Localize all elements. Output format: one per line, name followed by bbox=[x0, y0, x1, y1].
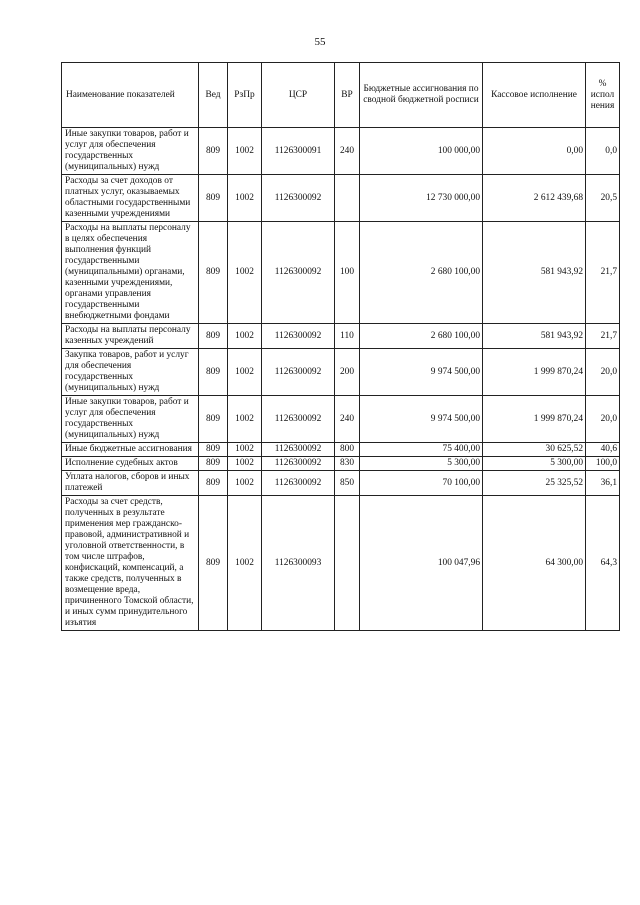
row-budget: 70 100,00 bbox=[360, 471, 483, 496]
row-name: Закупка товаров, работ и услуг для обеспечения государственных (муниципальных) нужд bbox=[62, 349, 199, 396]
row-vr bbox=[335, 175, 360, 222]
header-csr: ЦСР bbox=[262, 63, 335, 128]
header-vr: ВР bbox=[335, 63, 360, 128]
header-rzpr: РзПр bbox=[228, 63, 262, 128]
row-name: Иные закупки товаров, работ и услуг для обеспечения государственных (муниципальных) нужд bbox=[62, 396, 199, 443]
row-name: Расходы на выплаты персоналу казенных учреждений bbox=[62, 324, 199, 349]
page-number: 55 bbox=[314, 36, 326, 48]
row-cash: 1 999 870,24 bbox=[483, 396, 586, 443]
row-name: Уплата налогов, сборов и иных платежей bbox=[62, 471, 199, 496]
row-cash: 0,00 bbox=[483, 128, 586, 175]
table-row bbox=[62, 457, 620, 471]
row-vr bbox=[335, 496, 360, 631]
row-csr: 1126300092 bbox=[262, 324, 335, 349]
row-vr: 830 bbox=[335, 457, 360, 471]
row-vr: 800 bbox=[335, 443, 360, 457]
row-vr: 240 bbox=[335, 128, 360, 175]
row-percent: 20,0 bbox=[586, 396, 620, 443]
row-cash: 5 300,00 bbox=[483, 457, 586, 471]
row-budget: 9 974 500,00 bbox=[360, 396, 483, 443]
row-rzpr: 1002 bbox=[228, 396, 262, 443]
table-header-row bbox=[62, 63, 620, 128]
row-budget: 12 730 000,00 bbox=[360, 175, 483, 222]
row-csr: 1126300092 bbox=[262, 471, 335, 496]
row-percent: 40,6 bbox=[586, 443, 620, 457]
header-name: Наименование показателей bbox=[62, 63, 199, 128]
table-row bbox=[62, 496, 620, 631]
row-csr: 1126300092 bbox=[262, 457, 335, 471]
row-vr: 200 bbox=[335, 349, 360, 396]
row-ved: 809 bbox=[199, 128, 228, 175]
row-ved: 809 bbox=[199, 471, 228, 496]
row-csr: 1126300092 bbox=[262, 443, 335, 457]
row-rzpr: 1002 bbox=[228, 175, 262, 222]
row-csr: 1126300092 bbox=[262, 349, 335, 396]
row-budget: 9 974 500,00 bbox=[360, 349, 483, 396]
row-vr: 110 bbox=[335, 324, 360, 349]
row-percent: 20,0 bbox=[586, 349, 620, 396]
row-percent: 20,5 bbox=[586, 175, 620, 222]
row-ved: 809 bbox=[199, 349, 228, 396]
table-row bbox=[62, 324, 620, 349]
row-cash: 581 943,92 bbox=[483, 324, 586, 349]
row-name: Иные бюджетные ассигнования bbox=[62, 443, 199, 457]
row-csr: 1126300092 bbox=[262, 222, 335, 324]
header-percent: % испол нения bbox=[586, 63, 620, 128]
row-percent: 21,7 bbox=[586, 222, 620, 324]
row-rzpr: 1002 bbox=[228, 443, 262, 457]
row-budget: 100 000,00 bbox=[360, 128, 483, 175]
row-csr: 1126300091 bbox=[262, 128, 335, 175]
row-name: Расходы за счет средств, полученных в результате применения мер гражданско-правовой, административной и уголовной ответственности, в том числе штрафов, конфискаций, компенсаций, а также средств, полученных в возмещение вреда, причиненного Томской области, и иных сумм принудительного изъятия bbox=[62, 496, 199, 631]
row-budget: 75 400,00 bbox=[360, 443, 483, 457]
row-percent: 64,3 bbox=[586, 496, 620, 631]
row-percent: 36,1 bbox=[586, 471, 620, 496]
header-ved: Вед bbox=[199, 63, 228, 128]
row-percent: 100,0 bbox=[586, 457, 620, 471]
row-name: Расходы за счет доходов от платных услуг, оказываемых областными государственными казенными учреждениями bbox=[62, 175, 199, 222]
row-rzpr: 1002 bbox=[228, 324, 262, 349]
row-name: Исполнение судебных актов bbox=[62, 457, 199, 471]
table-row bbox=[62, 349, 620, 396]
row-rzpr: 1002 bbox=[228, 222, 262, 324]
table-row bbox=[62, 443, 620, 457]
table-row bbox=[62, 396, 620, 443]
row-percent: 21,7 bbox=[586, 324, 620, 349]
row-rzpr: 1002 bbox=[228, 471, 262, 496]
row-ved: 809 bbox=[199, 222, 228, 324]
row-budget: 100 047,96 bbox=[360, 496, 483, 631]
row-ved: 809 bbox=[199, 496, 228, 631]
budget-execution-table bbox=[61, 62, 620, 631]
table-row bbox=[62, 222, 620, 324]
header-budget: Бюджетные ассигнования по сводной бюджетной росписи bbox=[360, 63, 483, 128]
row-ved: 809 bbox=[199, 175, 228, 222]
row-budget: 5 300,00 bbox=[360, 457, 483, 471]
row-rzpr: 1002 bbox=[228, 496, 262, 631]
row-cash: 25 325,52 bbox=[483, 471, 586, 496]
row-ved: 809 bbox=[199, 443, 228, 457]
row-name: Расходы на выплаты персоналу в целях обеспечения выполнения функций государственными (муниципальными) органами, казенными учреждениями, органами управления государственными внебюджетными фондами bbox=[62, 222, 199, 324]
row-ved: 809 bbox=[199, 457, 228, 471]
row-vr: 100 bbox=[335, 222, 360, 324]
row-vr: 240 bbox=[335, 396, 360, 443]
row-budget: 2 680 100,00 bbox=[360, 324, 483, 349]
row-cash: 1 999 870,24 bbox=[483, 349, 586, 396]
row-cash: 30 625,52 bbox=[483, 443, 586, 457]
header-cash: Кассовое исполнение bbox=[483, 63, 586, 128]
row-csr: 1126300092 bbox=[262, 175, 335, 222]
row-csr: 1126300093 bbox=[262, 496, 335, 631]
table-row bbox=[62, 175, 620, 222]
row-csr: 1126300092 bbox=[262, 396, 335, 443]
row-ved: 809 bbox=[199, 396, 228, 443]
row-rzpr: 1002 bbox=[228, 457, 262, 471]
row-percent: 0,0 bbox=[586, 128, 620, 175]
row-cash: 581 943,92 bbox=[483, 222, 586, 324]
row-ved: 809 bbox=[199, 324, 228, 349]
row-rzpr: 1002 bbox=[228, 349, 262, 396]
table-row bbox=[62, 471, 620, 496]
table-row bbox=[62, 128, 620, 175]
row-rzpr: 1002 bbox=[228, 128, 262, 175]
row-cash: 64 300,00 bbox=[483, 496, 586, 631]
row-vr: 850 bbox=[335, 471, 360, 496]
row-name: Иные закупки товаров, работ и услуг для обеспечения государственных (муниципальных) нужд bbox=[62, 128, 199, 175]
row-cash: 2 612 439,68 bbox=[483, 175, 586, 222]
row-budget: 2 680 100,00 bbox=[360, 222, 483, 324]
